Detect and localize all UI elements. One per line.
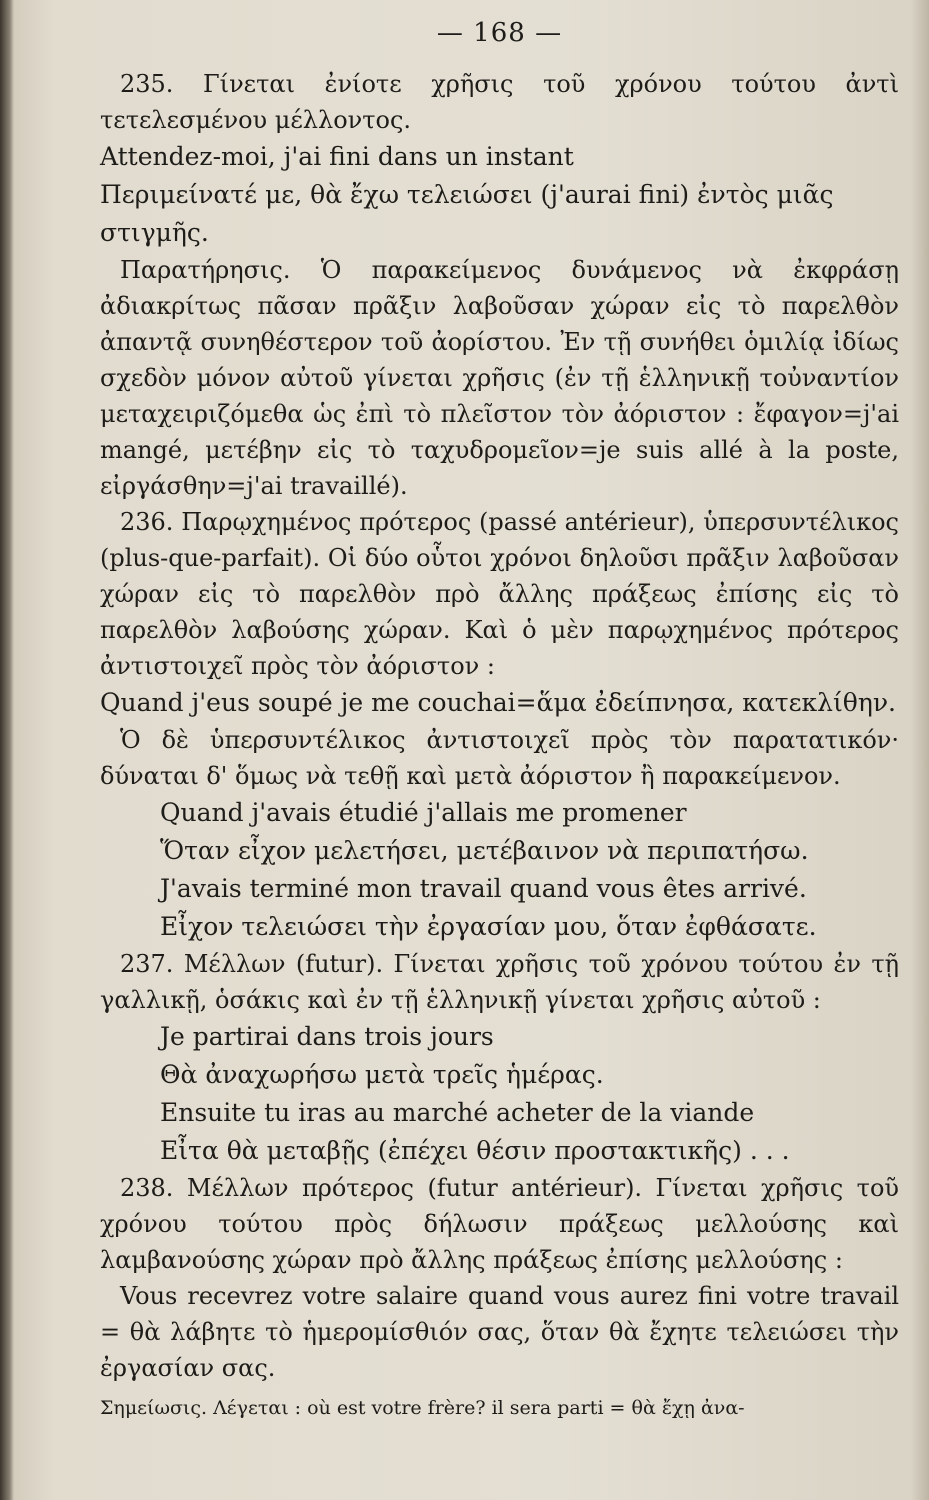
example-line: Quand j'eus soupé je me couchai=ἅμα ἐδείπνησα, κατεκλίθην. — [100, 688, 896, 717]
example-line: Attendez-moi, j'ai fini dans un instant — [100, 142, 574, 171]
paragraph-235: 235. Γίνεται ἐνίοτε χρῆσις τοῦ χρόνου τούτου ἀντὶ τετελεσμένου μέλλοντος. — [100, 70, 899, 134]
example-line: J'avais terminé mon travail quand vous êtes arrivé. — [160, 874, 807, 903]
page-binding-shadow — [0, 0, 14, 1500]
example-line: Ὅταν εἶχον μελετήσει, μετέβαινον νὰ περιπατήσω. — [160, 836, 809, 865]
example-line: Εἶτα θὰ μεταβῇς (ἐπέχει θέσιν προστακτικῆς) . . . — [160, 1136, 790, 1165]
page-edge-shadow — [911, 0, 929, 1500]
paragraph-observation: Παρατήρησις. Ὁ παρακείμενος δυνάμενος νὰ ἐκφράσῃ ἀδιακρίτως πᾶσαν πρᾶξιν λαβοῦσαν χώραν εἰς τὸ παρελθὸν ἀπαντᾷ συνηθέστερον τοῦ ἀορίστου. Ἐν τῇ συνήθει ὁμιλίᾳ ἰδίως σχεδὸν μόνον αὐτοῦ γίνεται χρῆσις (ἐν τῇ ἑλληνικῇ τοὐναντίον μεταχειριζόμεθα ὡς ἐπὶ τὸ πλεῖστον τὸν ἀόριστον : ἔφαγον=j'ai mangé, μετέβην εἰς τὸ ταχυδρομεῖον=je suis allé à la poste, εἰργάσθην=j'ai travaillé). — [100, 256, 899, 500]
paragraph-pluperfect: Ὁ δὲ ὑπερσυντέλικος ἀντιστοιχεῖ πρὸς τὸν παρατατικόν· δύναται δ' ὅμως νὰ τεθῇ καὶ μετὰ ἀόριστον ἢ παρακείμενον. — [100, 726, 899, 790]
paragraph-237: 237. Μέλλων (futur). Γίνεται χρῆσις τοῦ χρόνου τούτου ἐν τῇ γαλλικῇ, ὁσάκις καὶ ἐν τῇ ἑλληνικῇ γίνεται χρῆσις αὐτοῦ : — [100, 950, 899, 1014]
example-line: Ensuite tu iras au marché acheter de la viande — [160, 1098, 755, 1127]
footnote-remark: Σημείωσις. Λέγεται : où est votre frère? il sera parti = θὰ ἔχῃ ἀνα- — [100, 1397, 745, 1419]
example-line: Περιμείνατέ με, θὰ ἔχω τελειώσει (j'aurai fini) ἐντὸς μιᾶς στιγμῆς. — [100, 180, 834, 247]
paragraph-example-238: Vous recevrez votre salaire quand vous aurez fini votre travail = θὰ λάβητε τὸ ἡμερομίσθιόν σας, ὅταν θὰ ἔχητε τελειώσει τὴν ἐργασίαν σας. — [100, 1282, 899, 1382]
page-number: — 168 — — [436, 18, 563, 48]
paragraph-236: 236. Παρῳχημένος πρότερος (passé antérieur), ὑπερσυντέλικος (plus-que-parfait). Οἱ δύο οὗτοι χρόνοι δηλοῦσι πρᾶξιν λαβοῦσαν χώραν εἰς τὸ παρελθὸν πρὸ ἄλλης πράξεως ἐπίσης εἰς τὸ παρελθὸν λαβούσης χώραν. Καὶ ὁ μὲν παρῳχημένος πρότερος ἀντιστοιχεῖ πρὸς τὸν ἀόριστον : — [100, 508, 899, 680]
paragraph-238: 238. Μέλλων πρότερος (futur antérieur). Γίνεται χρῆσις τοῦ χρόνου τούτου πρὸς δήλωσιν πράξεως μελλούσης καὶ λαμβανούσης χώραν πρὸ ἄλλης πράξεως ἐπίσης μελλούσης : — [100, 1174, 899, 1274]
example-line: Je partirai dans trois jours — [160, 1022, 494, 1051]
example-line: Θὰ ἀναχωρήσω μετὰ τρεῖς ἡμέρας. — [160, 1060, 604, 1089]
example-line: Εἶχον τελειώσει τὴν ἐργασίαν μου, ὅταν ἐφθάσατε. — [160, 912, 817, 941]
page-body — [100, 66, 899, 1424]
example-line: Quand j'avais étudié j'allais me promener — [160, 798, 687, 827]
